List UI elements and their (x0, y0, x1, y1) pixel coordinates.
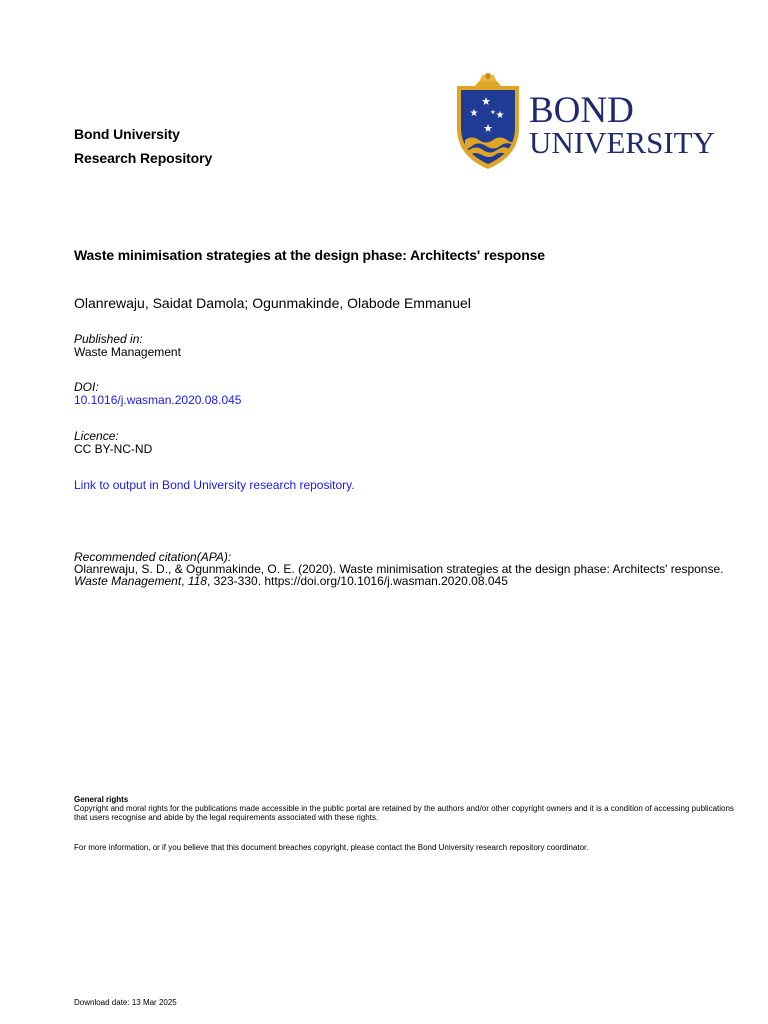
svg-text:★: ★ (481, 95, 491, 108)
logo-wordmark-bond: BOND (529, 90, 634, 131)
doi-link[interactable]: 10.1016/j.wasman.2020.08.045 (74, 393, 242, 407)
svg-text:★: ★ (490, 109, 496, 116)
citation-separator: , (181, 574, 188, 588)
general-rights-text: Copyright and moral rights for the publications made accessible in the public portal are retained by the authors and/or other copyright owners and it is a condition of accessing publications that users recognise and abide by the legal requirements associated with these rights. (74, 804, 734, 822)
paper-authors: Olanrewaju, Saidat Damola; Ogunmakinde, Olabode Emmanuel (74, 295, 471, 311)
svg-text:★: ★ (469, 108, 479, 119)
bond-university-logo (455, 68, 730, 172)
general-rights-heading: General rights (74, 795, 129, 804)
licence-label: Licence: (74, 429, 119, 443)
citation-pages-doi: , 323-330. https://doi.org/10.1016/j.wasman.2020.08.045 (206, 574, 508, 588)
paper-title: Waste minimisation strategies at the design phase: Architects' response (74, 247, 545, 263)
shield-icon (457, 86, 519, 169)
repository-link[interactable]: Link to output in Bond University research repository. (74, 478, 355, 492)
logo-wordmark-university: UNIVERSITY (529, 125, 715, 160)
citation-journal: Waste Management (74, 574, 182, 588)
licence-value: CC BY-NC-ND (74, 442, 153, 456)
copyright-contact-text: For more information, or if you believe that this document breaches copyright, please contact the Bond University research repository coordinator. (74, 843, 589, 852)
citation-text: Olanrewaju, S. D., & Ogunmakinde, O. E. (2020). Waste minimisation strategies at the design phase: Architects' response. (74, 562, 724, 576)
published-in-value: Waste Management (74, 345, 181, 359)
svg-text:★: ★ (495, 110, 505, 121)
citation-volume: 118 (187, 574, 207, 588)
published-in-label: Published in: (74, 332, 143, 346)
repository-heading-line-1: Bond University (74, 126, 180, 142)
doi-label: DOI: (74, 380, 99, 394)
svg-text:★: ★ (483, 122, 493, 135)
download-date: Download date: 13 Mar 2025 (74, 998, 177, 1007)
citation-label: Recommended citation(APA): (74, 550, 232, 564)
repository-heading-line-2: Research Repository (74, 150, 213, 166)
crest-crown (475, 73, 501, 86)
recommended-citation (74, 563, 734, 587)
